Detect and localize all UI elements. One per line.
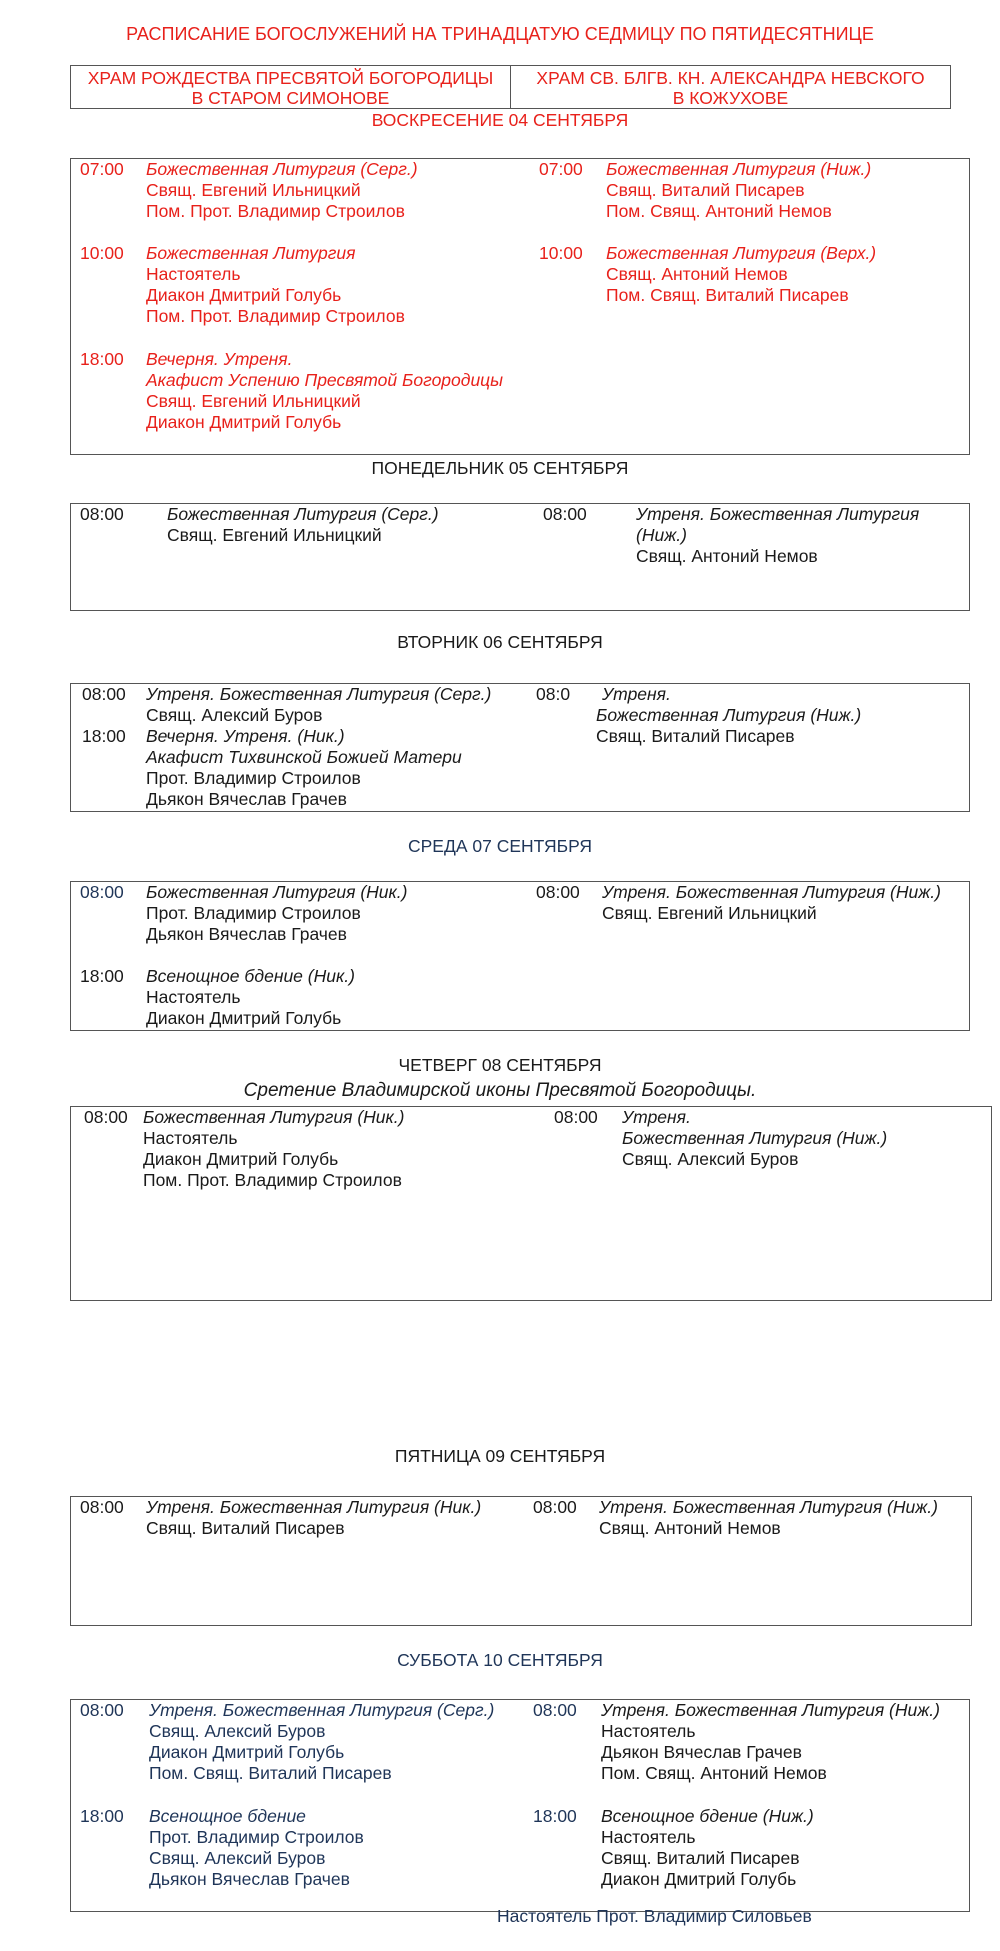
service-title: Всенощное бдение <box>601 1806 758 1826</box>
clergy: Пом. Свящ. Антоний Немов <box>606 201 832 221</box>
service-title: Божественная Литургия <box>146 882 356 902</box>
time: 18:00 <box>80 966 124 986</box>
service-title: Божественная Литургия <box>606 159 816 179</box>
time: 08:00 <box>543 504 587 524</box>
service-block <box>149 1806 364 1890</box>
service-block: Утреня. Божественная Литургия (Ниж.) Настоятель Дьякон Вячеслав Грачев Пом. Свящ. Антоний Немов <box>601 1700 940 1783</box>
time: 07:00 <box>539 159 583 179</box>
clergy: Прот. Владимир Строилов <box>146 768 361 788</box>
clergy: Свящ. Антоний Немов <box>599 1518 781 1538</box>
time: 08:00 <box>80 1497 124 1517</box>
service-title: Утреня. <box>602 684 671 704</box>
day-heading-saturday: СУББОТА 10 СЕНТЯБРЯ <box>397 1650 603 1670</box>
clergy: Диакон Дмитрий Голубь <box>146 1008 342 1028</box>
time: 08:00 <box>554 1107 598 1127</box>
service-title: Всенощное бдение <box>146 966 303 986</box>
clergy: Пом. Свящ. Виталий Писарев <box>606 285 849 305</box>
clergy: Настоятель <box>146 987 241 1007</box>
clergy: Пом. Свящ. Виталий Писарев <box>149 1763 392 1783</box>
clergy: Настоятель <box>146 264 241 284</box>
day-box-wednesday <box>70 881 970 1031</box>
day-box-tuesday <box>70 683 970 812</box>
service-block: Утреня. Божественная Литургия (Ник.) Свящ. Виталий Писарев <box>146 1497 482 1538</box>
time: 08:00 <box>80 504 124 524</box>
clergy: Свящ. Евгений Ильницкий <box>602 903 817 923</box>
day-heading-tuesday: ВТОРНИК 06 СЕНТЯБРЯ <box>397 632 603 652</box>
service-block: Утреня. Божественная Литургия (Ниж.) Свящ. Алексий Буров <box>622 1107 888 1169</box>
day-box-sunday <box>70 158 970 455</box>
service-block: Утреня. Божественная Литургия (Ниж.) Свящ. Евгений Ильницкий <box>602 882 941 923</box>
service-block: Божественная Литургия (Верх.) Свящ. Антоний Немов Пом. Свящ. Виталий Писарев <box>606 243 877 305</box>
rector-signature: Настоятель Прот. Владимир Силовьев <box>497 1906 812 1926</box>
service-title: Божественная Литургия <box>143 1107 353 1127</box>
day-heading-wednesday: СРЕДА 07 СЕНТЯБРЯ <box>408 836 592 856</box>
service-title: Всенощное бдение <box>149 1806 306 1826</box>
clergy: Диакон Дмитрий Голубь <box>601 1869 797 1889</box>
clergy: Диакон Дмитрий Голубь <box>146 412 342 432</box>
time: 08:00 <box>536 882 580 902</box>
page-title: РАСПИСАНИЕ БОГОСЛУЖЕНИЙ НА ТРИНАДЦАТУЮ СЕДМИЦУ ПО ПЯТИДЕСЯТНИЦЕ <box>126 24 874 44</box>
clergy: Пом. Прот. Владимир Строилов <box>146 306 405 326</box>
service-title: Божественная Литургия <box>622 1128 832 1148</box>
clergy: Свящ. Алексий Буров <box>146 705 323 725</box>
service-block: Вечерня. Утреня. (Ник.) Акафист Тихвинской Божией Матери Прот. Владимир Строилов Дьякон Вячеслав Грачев <box>146 726 462 809</box>
clergy: Прот. Владимир Строилов <box>146 903 361 923</box>
service-block: Утреня. Божественная Литургия (Серг.) Свящ. Алексий Буров <box>146 684 492 725</box>
service-block: Божественная Литургия (Серг.) Свящ. Евгений Ильницкий Пом. Прот. Владимир Строилов <box>146 159 418 221</box>
clergy: Свящ. Виталий Писарев <box>601 1848 800 1868</box>
day-box-monday <box>70 503 970 611</box>
service-title: Божественная Литургия <box>146 159 356 179</box>
service-title: Божественная Литургия <box>596 705 806 725</box>
service-block <box>146 243 405 327</box>
clergy: Пом. Свящ. Антоний Немов <box>601 1763 827 1783</box>
clergy: Свящ. Алексий Буров <box>149 1721 326 1741</box>
clergy: Настоятель <box>601 1827 696 1847</box>
clergy: Свящ. Евгений Ильницкий <box>167 525 382 545</box>
service-block: Божественная Литургия (Серг.) Свящ. Евгений Ильницкий <box>167 504 439 545</box>
clergy: Свящ. Виталий Писарев <box>596 726 795 746</box>
time: 08:0 <box>536 684 571 704</box>
clergy: Свящ. Антоний Немов <box>606 264 788 284</box>
service-title: Утреня. Божественная Литургия <box>636 504 920 524</box>
service-title: Акафист Успению Пресвятой Богородицы <box>146 370 504 390</box>
service-block: Всенощное бдение (Ник.) Настоятель Диакон Дмитрий Голубь <box>146 966 355 1028</box>
clergy: Пом. Прот. Владимир Строилов <box>146 201 405 221</box>
service-title: Утреня. Божественная Литургия <box>602 882 886 902</box>
service-title: Вечерня. Утреня. <box>146 726 293 746</box>
time: 10:00 <box>80 243 124 263</box>
feast-title: Сретение Владимирской иконы Пресвятой Богородицы. <box>243 1080 757 1101</box>
time: 18:00 <box>80 1806 124 1826</box>
day-box-saturday <box>70 1699 970 1912</box>
day-box-friday <box>70 1496 972 1626</box>
time: 18:00 <box>82 726 126 746</box>
clergy: Дьякон Вячеслав Грачев <box>146 924 347 944</box>
day-heading-thursday: ЧЕТВЕРГ 08 СЕНТЯБРЯ <box>398 1055 602 1075</box>
time: 18:00 <box>533 1806 577 1826</box>
clergy: Диакон Дмитрий Голубь <box>149 1742 345 1762</box>
time: 08:00 <box>533 1700 577 1720</box>
clergy: Свящ. Виталий Писарев <box>606 180 805 200</box>
clergy: Диакон Дмитрий Голубь <box>146 285 342 305</box>
day-heading-friday: ПЯТНИЦА 09 СЕНТЯБРЯ <box>394 1446 606 1466</box>
service-title: Божественная Литургия <box>606 243 816 263</box>
clergy: Свящ. Алексий Буров <box>149 1848 326 1868</box>
clergy: Дьякон Вячеслав Грачев <box>146 789 347 809</box>
day-box-thursday <box>70 1106 992 1301</box>
service-block: Всенощное бдение (Ниж.) Настоятель Свящ. Виталий Писарев Диакон Дмитрий Голубь <box>601 1806 814 1889</box>
clergy: Свящ. Антоний Немов <box>636 546 818 566</box>
clergy: Дьякон Вячеслав Грачев <box>149 1869 350 1889</box>
time: 08:00 <box>84 1107 128 1127</box>
clergy: Прот. Владимир Строилов <box>149 1827 364 1847</box>
day-heading-monday: ПОНЕДЕЛЬНИК 05 СЕНТЯБРЯ <box>371 458 629 478</box>
clergy: Свящ. Евгений Ильницкий <box>146 391 361 411</box>
service-block: Утреня. Божественная Литургия (Ниж.) Свящ. Виталий Писарев <box>596 684 862 746</box>
time: 08:00 <box>80 1700 124 1720</box>
service-block <box>146 349 503 433</box>
time: 08:00 <box>82 684 126 704</box>
service-title: Божественная Литургия <box>146 243 356 263</box>
clergy: Дьякон Вячеслав Грачев <box>601 1742 802 1762</box>
service-title: Вечерня. Утреня. <box>146 349 293 369</box>
time: 10:00 <box>539 243 583 263</box>
church-right: ХРАМ СВ. БЛГВ. КН. АЛЕКСАНДРА НЕВСКОГО В КОЖУХОВЕ <box>510 66 950 108</box>
service-block: Божественная Литургия (Ник.) Настоятель Диакон Дмитрий Голубь Пом. Прот. Владимир Строилов <box>143 1107 405 1190</box>
clergy: Пом. Прот. Владимир Строилов <box>143 1170 402 1190</box>
service-title: Утреня. Божественная Литургия <box>601 1700 885 1720</box>
service-title: Утреня. <box>622 1107 691 1127</box>
clergy: Свящ. Алексий Буров <box>622 1149 799 1169</box>
time: 08:00 <box>533 1497 577 1517</box>
service-block: Утреня. Божественная Литургия (Ниж.) Свящ. Антоний Немов <box>636 504 920 566</box>
service-block: Утреня. Божественная Литургия (Серг.) Свящ. Алексий Буров Диакон Дмитрий Голубь Пом. Свящ. Виталий Писарев <box>149 1700 495 1783</box>
clergy: Свящ. Виталий Писарев <box>146 1518 345 1538</box>
time: 18:00 <box>80 349 124 369</box>
clergy: Настоятель <box>601 1721 696 1741</box>
time: 08:00 <box>80 882 124 902</box>
clergy: Свящ. Евгений Ильницкий <box>146 180 361 200</box>
service-block: Утреня. Божественная Литургия (Ниж.) Свящ. Антоний Немов <box>599 1497 938 1538</box>
time: 07:00 <box>80 159 124 179</box>
clergy: Диакон Дмитрий Голубь <box>143 1149 339 1169</box>
service-title: Утреня. Божественная Литургия <box>146 1497 430 1517</box>
service-title: Божественная Литургия <box>167 504 377 524</box>
service-title: Акафист Тихвинской Божией Матери <box>146 747 462 767</box>
service-block: Божественная Литургия (Ник.) Прот. Владимир Строилов Дьякон Вячеслав Грачев <box>146 882 408 944</box>
service-title: Утреня. Божественная Литургия <box>599 1497 883 1517</box>
service-title: Утреня. Божественная Литургия <box>149 1700 433 1720</box>
church-left: ХРАМ РОЖДЕСТВА ПРЕСВЯТОЙ БОГОРОДИЦЫ В СТАРОМ СИМОНОВЕ <box>87 68 494 108</box>
service-title: Утреня. Божественная Литургия <box>146 684 430 704</box>
service-block: Божественная Литургия (Ниж.) Свящ. Виталий Писарев Пом. Свящ. Антоний Немов <box>606 159 872 221</box>
church-header <box>70 65 951 109</box>
clergy: Настоятель <box>143 1128 238 1148</box>
day-heading-sunday: ВОСКРЕСЕНИЕ 04 СЕНТЯБРЯ <box>371 110 629 130</box>
